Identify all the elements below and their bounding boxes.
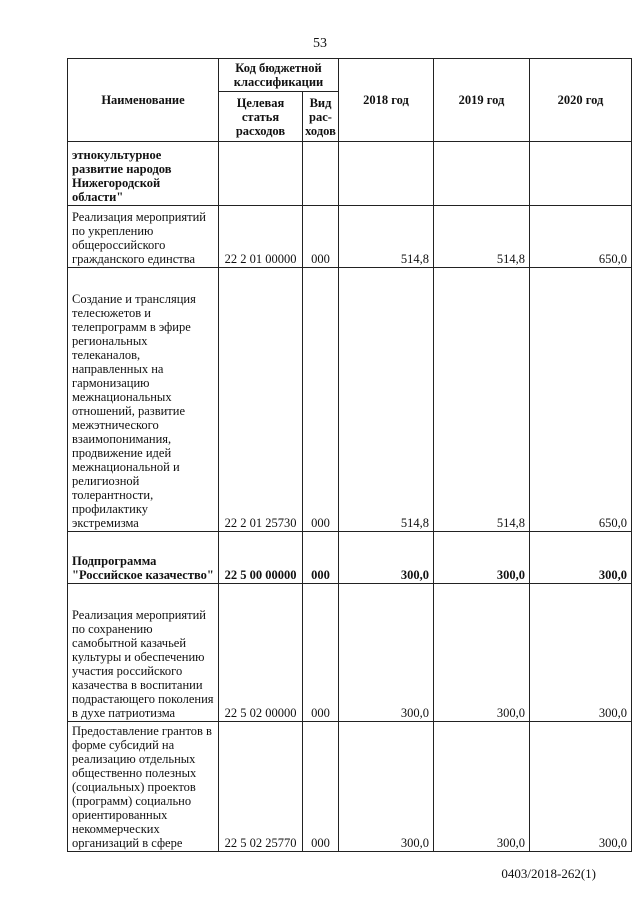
row-value-2020 — [530, 142, 632, 206]
row-value-2020: 300,0 — [530, 532, 632, 584]
row-value-2020: 650,0 — [530, 268, 632, 532]
row-name: Реализация мероприятий по сохранению самобытной казачьей культуры и обеспечению участия российского казачества в воспитании подрастающего поколения в духе патриотизма — [68, 584, 219, 722]
table-row — [68, 268, 632, 532]
row-expense-type: 000 — [303, 584, 339, 722]
table-row — [68, 532, 632, 584]
row-name: Предоставление грантов в форме субсидий на реализацию отдельных общественно полезных (социальных) проектов (программ) социально ориентированных некоммерческих организаций в сфере — [68, 722, 219, 852]
row-target-article: 22 5 02 00000 — [219, 584, 303, 722]
row-value-2018 — [339, 142, 434, 206]
row-value-2018: 300,0 — [339, 722, 434, 852]
row-value-2019: 300,0 — [434, 584, 530, 722]
row-value-2018: 514,8 — [339, 206, 434, 268]
budget-table — [67, 58, 632, 852]
row-expense-type: 000 — [303, 532, 339, 584]
row-name: Создание и трансляция телесюжетов и телепрограмм в эфире региональных телеканалов, направленных на гармонизацию межнациональных отношений, развитие межэтнического взаимопонимания, продвижение идей межнациональной и религиозной толерантности, профилактику экстремизма — [68, 268, 219, 532]
row-value-2020: 300,0 — [530, 584, 632, 722]
row-name: Реализация мероприятий по укреплению общероссийского гражданского единства — [68, 206, 219, 268]
table-header — [68, 59, 632, 142]
row-value-2019 — [434, 142, 530, 206]
header-name: Наименование — [68, 59, 219, 142]
row-value-2020: 650,0 — [530, 206, 632, 268]
header-expense-type: Вид рас-ходов — [303, 92, 339, 142]
table-body — [68, 142, 632, 852]
row-name: Подпрограмма "Российское казачество" — [68, 532, 219, 584]
row-target-article: 22 2 01 00000 — [219, 206, 303, 268]
row-expense-type: 000 — [303, 722, 339, 852]
header-target-article: Целевая статья расходов — [219, 92, 303, 142]
row-expense-type: 000 — [303, 206, 339, 268]
row-value-2019: 300,0 — [434, 532, 530, 584]
table-row — [68, 142, 632, 206]
page-number: 53 — [313, 36, 327, 51]
row-value-2018: 300,0 — [339, 584, 434, 722]
table-row — [68, 584, 632, 722]
row-value-2018: 300,0 — [339, 532, 434, 584]
row-target-article: 22 5 02 25770 — [219, 722, 303, 852]
row-target-article: 22 2 01 25730 — [219, 268, 303, 532]
row-value-2019: 514,8 — [434, 268, 530, 532]
row-expense-type — [303, 142, 339, 206]
document-footer-code: 0403/2018-262(1) — [501, 866, 596, 881]
row-expense-type: 000 — [303, 268, 339, 532]
row-target-article: 22 5 00 00000 — [219, 532, 303, 584]
row-value-2019: 514,8 — [434, 206, 530, 268]
row-target-article — [219, 142, 303, 206]
row-value-2020: 300,0 — [530, 722, 632, 852]
header-2018: 2018 год — [339, 59, 434, 142]
row-name: этнокультурное развитие народов Нижегородской области" — [68, 142, 219, 206]
table-row — [68, 206, 632, 268]
header-2019: 2019 год — [434, 59, 530, 142]
header-budget-code: Код бюджетной классификации — [219, 59, 339, 92]
row-value-2018: 514,8 — [339, 268, 434, 532]
row-value-2019: 300,0 — [434, 722, 530, 852]
header-2020: 2020 год — [530, 59, 632, 142]
table-row — [68, 722, 632, 852]
